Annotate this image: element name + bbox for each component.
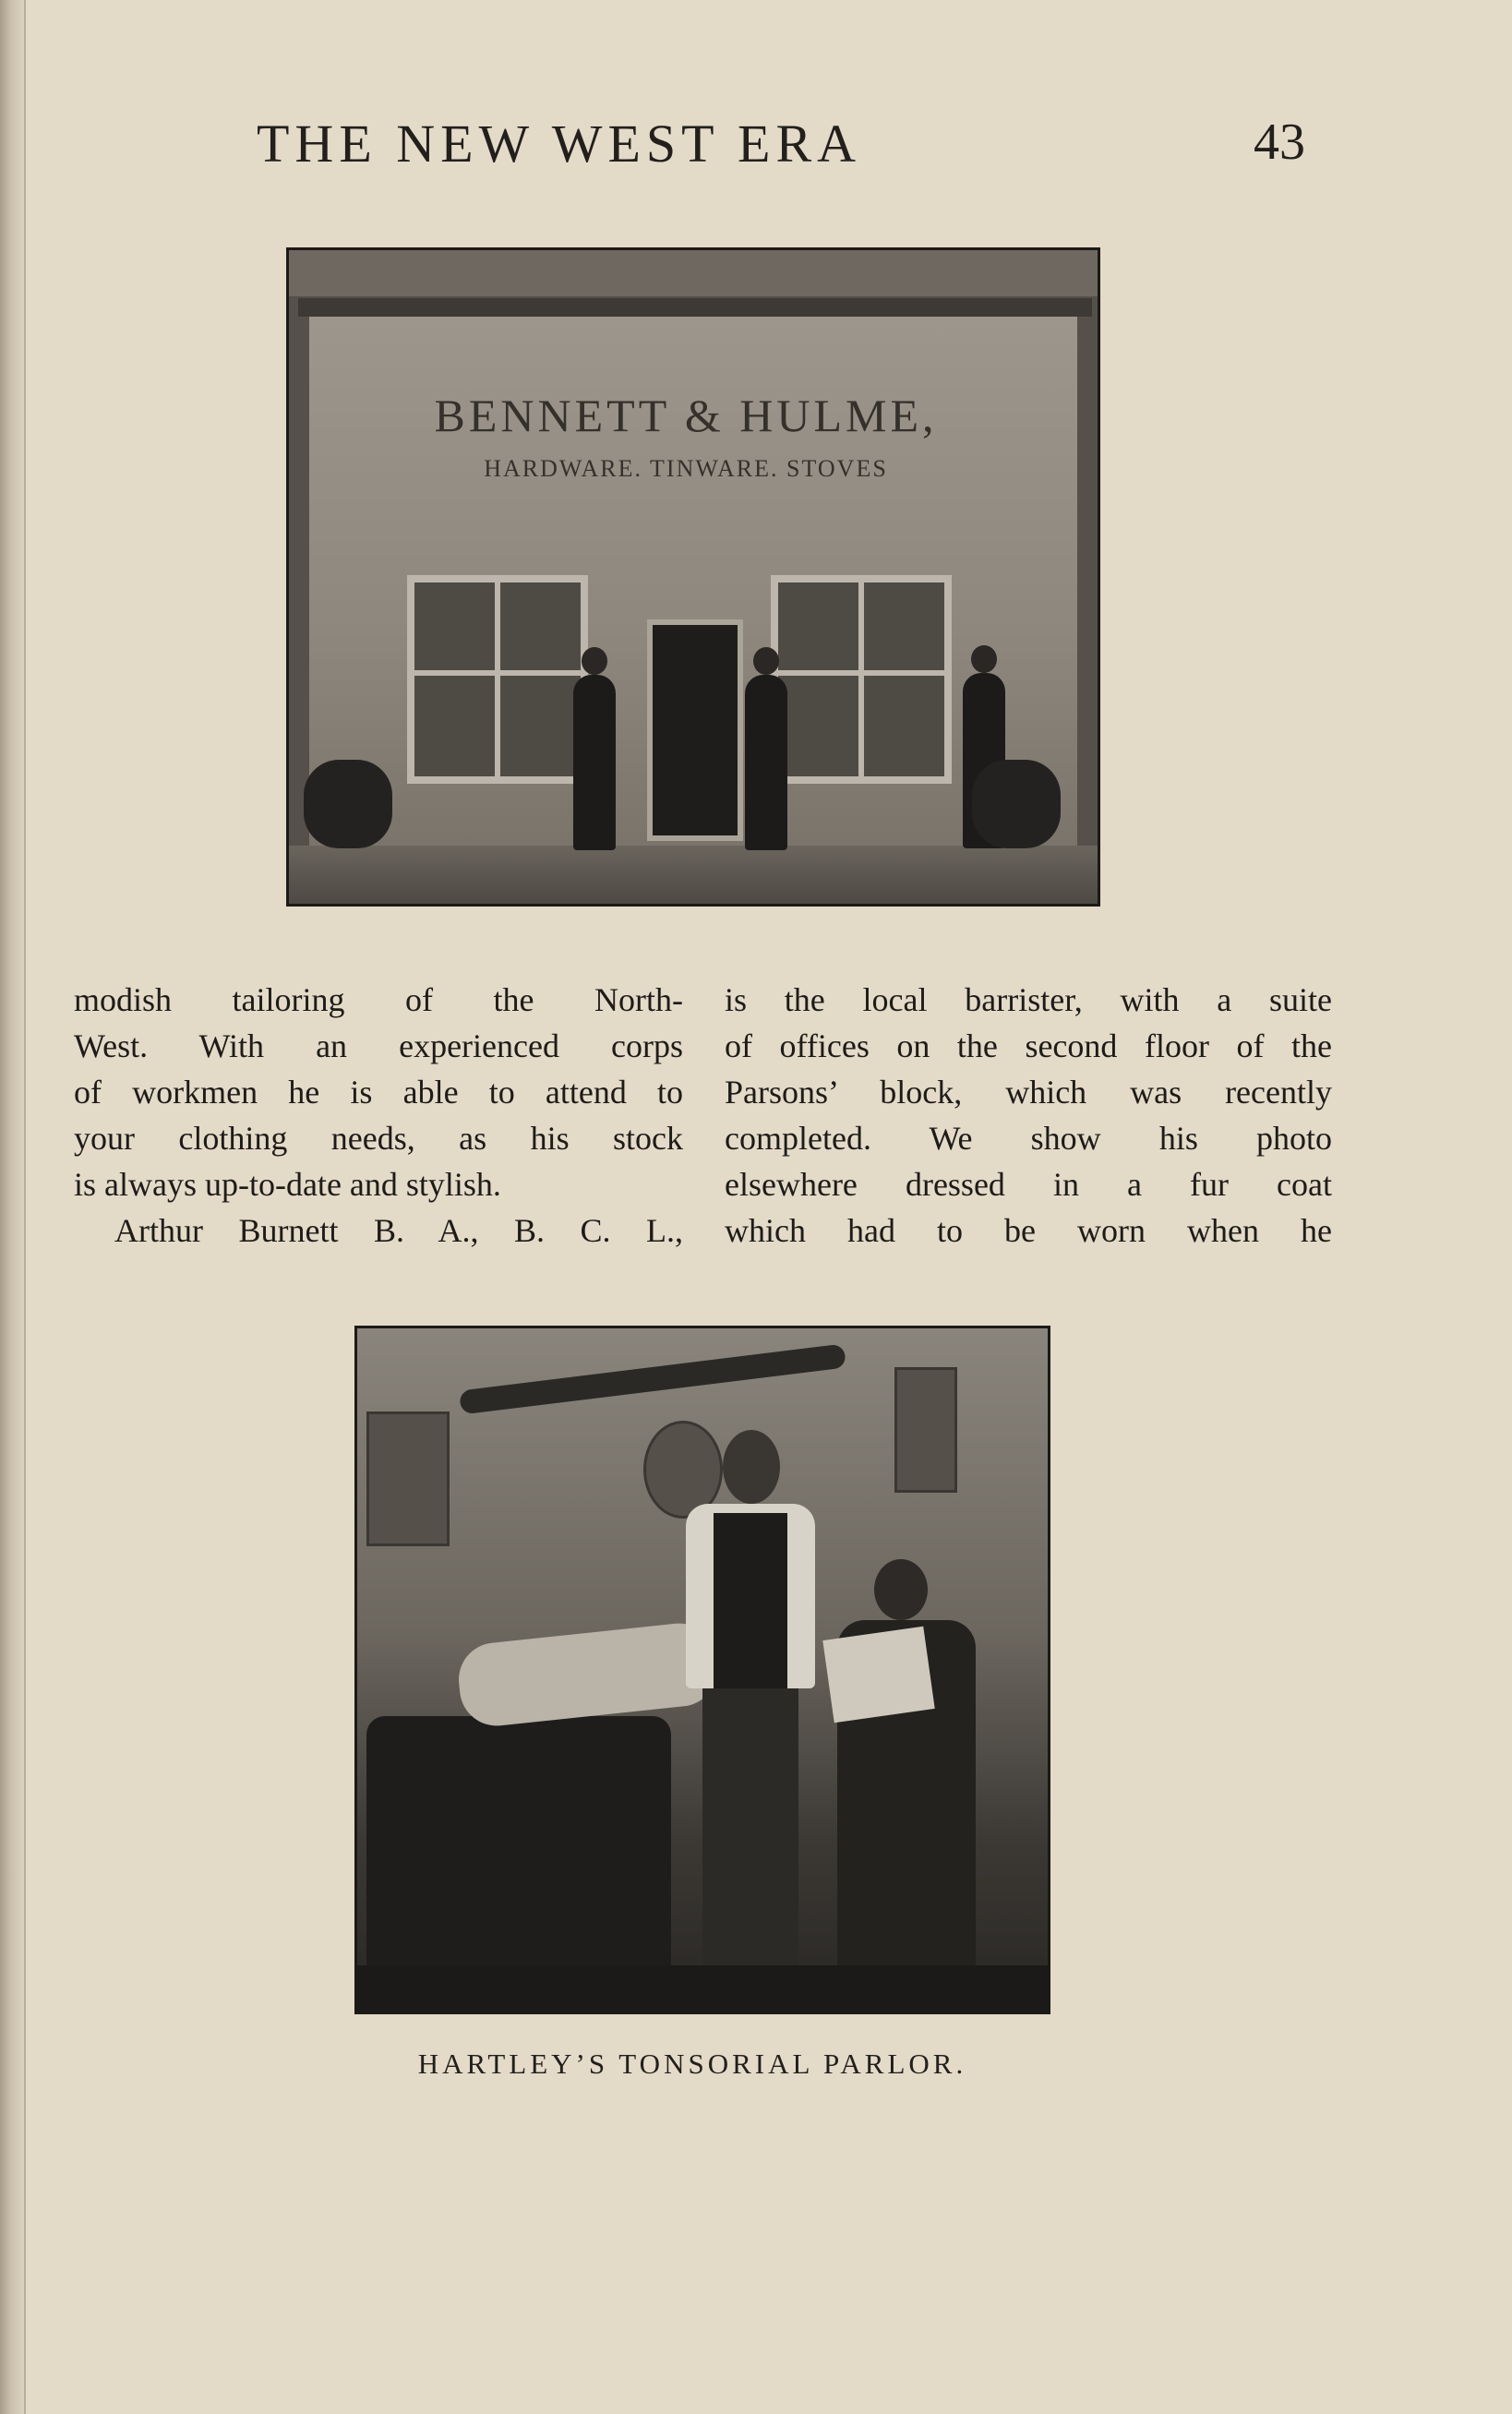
photo-caption: HARTLEY’S TONSORIAL PARLOR.	[417, 2048, 967, 2080]
store-window-left	[407, 575, 588, 784]
barber-shop-photo	[354, 1326, 1050, 2014]
seated-reader	[837, 1559, 976, 1965]
wall-poster-right	[894, 1367, 957, 1493]
standing-barber	[686, 1430, 815, 1984]
store-door	[647, 619, 743, 841]
text-line: modish tailoring of the North-	[74, 981, 683, 1018]
text-line: is the local barrister, with a suite	[725, 981, 1332, 1018]
barrel-right	[972, 760, 1061, 848]
photo-sky	[289, 250, 1098, 296]
text-column-left	[74, 977, 683, 1254]
text-line: of offices on the second floor of the	[725, 1027, 1332, 1064]
reader-head	[874, 1559, 928, 1620]
text-line: of workmen he is able to attend to	[74, 1074, 683, 1111]
text-line: your clothing needs, as his stock	[74, 1120, 683, 1157]
text-line: is always up-to-date and stylish.	[74, 1166, 501, 1203]
text-line: elsewhere dressed in a fur coat	[725, 1166, 1332, 1203]
text-line: Arthur Burnett B. A., B. C. L.,	[114, 1212, 683, 1249]
text-line: completed. We show his photo	[725, 1120, 1332, 1157]
running-title: THE NEW WEST ERA	[257, 114, 862, 174]
store-cornice	[298, 298, 1092, 317]
reclining-client	[455, 1620, 721, 1730]
standing-man-center	[745, 675, 787, 850]
store-window-right	[771, 575, 952, 784]
text-line: West. With an experienced corps	[74, 1027, 683, 1064]
store-sign-subtitle: HARDWARE. TINWARE. STOVES	[484, 455, 888, 482]
photo-ground	[289, 846, 1098, 907]
page-number: 43	[1254, 114, 1305, 171]
text-line: which had to be worn when he	[725, 1212, 1332, 1249]
wall-poster-left	[366, 1411, 450, 1546]
store-front-photo	[286, 247, 1100, 907]
barber-chair	[366, 1716, 671, 1984]
page-binding-edge	[0, 0, 24, 2414]
page-binding-line	[24, 0, 26, 2414]
text-line: Parsons’ block, which was recently	[725, 1074, 1332, 1111]
store-sign: BENNETT & HULME,	[434, 390, 938, 441]
barrel-left	[304, 760, 392, 848]
reader-newspaper	[822, 1627, 934, 1723]
barber-vest	[714, 1513, 787, 1688]
stove-pipe	[459, 1344, 846, 1415]
shop-floor	[357, 1965, 1048, 2014]
barber-head	[723, 1430, 780, 1504]
barber-legs	[702, 1688, 798, 1984]
text-column-right	[725, 977, 1332, 1254]
standing-man-left	[573, 675, 616, 850]
